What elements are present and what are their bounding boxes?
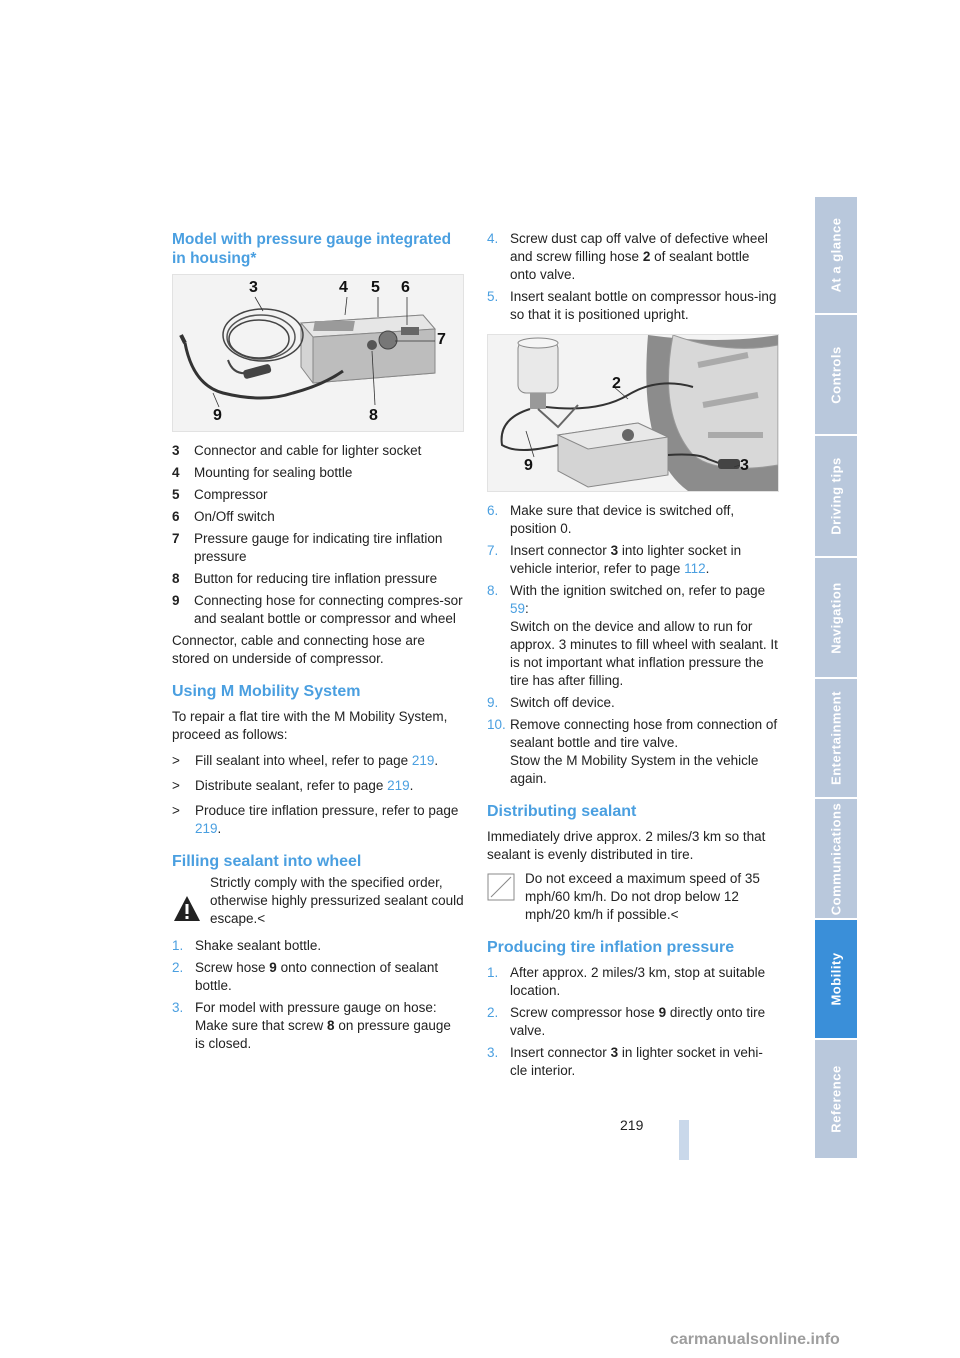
step-number: 7.: [487, 543, 499, 558]
step-number: 4.: [487, 231, 499, 246]
section-title-pressure-gauge-housing: Model with pressure gauge integrated in housing*: [172, 231, 452, 267]
legend-number: 4: [172, 465, 180, 480]
step-ref: 9: [269, 960, 277, 975]
note-text: Do not exceed a maximum speed of 35 mph/60 km/h. Do not drop below 12 mph/20 km/h if possible.<: [525, 871, 760, 922]
section-title-using-m-mobility: Using M Mobility System: [172, 683, 361, 700]
step-text-end: onto connection of sealant bottle.: [195, 960, 439, 993]
legend-item: [172, 570, 464, 588]
legend-item: [172, 508, 464, 526]
step-number: 1.: [172, 938, 184, 953]
step-text-line2: Switch on the device and allow to run for approx. 3 minutes to fill wheel with sealant. It is not important what inflation pressure the tire has after filling.: [510, 619, 778, 688]
step-ref: 2: [642, 249, 651, 264]
step-text-end: .: [705, 561, 710, 576]
step-text-end: on pressure gauge is closed.: [195, 1018, 451, 1051]
step-item: [487, 288, 779, 324]
step-item: [172, 959, 464, 995]
figure-label-6: 6: [401, 279, 410, 296]
step-text-end: directly onto tire valve.: [510, 1005, 766, 1038]
step-text-mid: into lighter socket in vehicle interior, refer to page: [510, 543, 742, 576]
step-item: [487, 542, 779, 578]
step-number: 8.: [487, 583, 499, 598]
step-text: Screw hose: [195, 960, 270, 975]
bullet-text: Produce tire inflation pressure, refer to page: [195, 803, 459, 818]
step-text: For model with pressure gauge on hose: Make sure that screw: [195, 1000, 437, 1033]
legend-item: [172, 486, 464, 504]
step-text-end: in lighter socket in vehi-cle interior.: [510, 1045, 763, 1078]
figure-label-3: 3: [249, 279, 258, 296]
legend-number: 8: [172, 571, 180, 586]
step-text: Remove connecting hose from connection of sealant bottle and tire valve.: [510, 717, 778, 750]
storage-note: Connector, cable and connecting hose are stored on underside of compressor.: [172, 633, 425, 666]
warning-block: [172, 874, 464, 929]
step-item: [172, 999, 464, 1053]
legend-text: Compressor: [194, 487, 268, 502]
left-column: [172, 230, 464, 1057]
step-item: [487, 1044, 779, 1080]
warning-text: Strictly comply with the specified order, otherwise highly pressurized sealant could escape.<: [210, 875, 464, 926]
sidebar-tab-reference[interactable]: [815, 1040, 857, 1160]
figure-label-8: 8: [369, 407, 378, 424]
step-text: Insert sealant bottle on compressor hous-ing so that it is positioned upright.: [510, 289, 777, 322]
tab-label: Mobility: [828, 952, 844, 1006]
step-item: [487, 230, 779, 284]
page-marker-bar: [679, 1120, 689, 1160]
sidebar-tab-at-a-glance[interactable]: [815, 197, 857, 315]
page-link[interactable]: 219: [387, 778, 410, 793]
step-number: 2.: [172, 960, 184, 975]
step-item: [487, 1004, 779, 1040]
page-link[interactable]: 219: [411, 753, 435, 768]
bullet-end: .: [434, 753, 439, 768]
bullet-end: .: [217, 821, 222, 836]
sidebar-tab-communications[interactable]: [815, 799, 857, 920]
figure-label-9: 9: [524, 457, 533, 474]
step-number: 1.: [487, 965, 499, 980]
step-item: [487, 964, 779, 1000]
figure-label-5: 5: [371, 279, 380, 296]
figure-label-7: 7: [437, 331, 446, 348]
tab-label: Entertainment: [828, 691, 844, 785]
step-text: Insert connector: [510, 1045, 611, 1060]
tab-label: Controls: [828, 345, 844, 404]
note-block: [487, 870, 779, 924]
section-title-distributing-sealant: Distributing sealant: [487, 803, 637, 820]
step-text-line2: Stow the M Mobility System in the vehicle again.: [510, 753, 759, 786]
step-number: 3.: [487, 1045, 499, 1060]
step-number: 6.: [487, 503, 499, 518]
step-colon: :: [525, 601, 529, 616]
figure-label-4: 4: [339, 279, 348, 296]
step-number: 2.: [487, 1005, 499, 1020]
sidebar-tab-controls[interactable]: [815, 315, 857, 436]
warning-triangle-icon: [172, 874, 210, 929]
sealant-bottle-figure: [487, 334, 779, 492]
step-text: Shake sealant bottle.: [195, 938, 322, 953]
figure-label-9: 9: [213, 407, 222, 424]
step-item: [487, 502, 779, 538]
step-number: 3.: [172, 1000, 184, 1015]
bullet-text: Fill sealant into wheel, refer to page: [195, 753, 412, 768]
sidebar-tab-navigation[interactable]: [815, 558, 857, 679]
bullet-marker: >: [172, 778, 180, 793]
step-number: 9.: [487, 695, 499, 710]
step-text: With the ignition switched on, refer to page: [510, 583, 766, 598]
step-text: Switch off device.: [510, 695, 615, 710]
legend-number: 3: [172, 443, 180, 458]
bullet-marker: >: [172, 753, 180, 768]
section-text: Immediately drive approx. 2 miles/3 km so that sealant is evenly distributed in tire.: [487, 829, 766, 862]
list-item: [172, 777, 464, 795]
legend-number: 6: [172, 509, 180, 524]
tab-label: Driving tips: [828, 457, 844, 535]
section-title-filling-sealant: Filling sealant into wheel: [172, 853, 362, 870]
legend-number: 9: [172, 593, 180, 608]
legend-number: 7: [172, 531, 180, 546]
tab-label: Navigation: [828, 581, 844, 654]
tab-label: Communications: [828, 802, 844, 915]
section-title-producing-pressure: Producing tire inflation pressure: [487, 939, 735, 956]
step-number: 5.: [487, 289, 499, 304]
legend-item: [172, 442, 464, 460]
step-item: [172, 937, 464, 955]
sidebar-tab-entertainment[interactable]: [815, 679, 857, 799]
legend-text: On/Off switch: [194, 509, 275, 524]
step-text: After approx. 2 miles/3 km, stop at suitable location.: [510, 965, 766, 998]
compressor-figure: [172, 274, 464, 432]
step-ref: 9: [658, 1005, 667, 1020]
bullet-end: .: [409, 778, 414, 793]
tab-label: At a glance: [828, 217, 844, 293]
legend-item: [172, 530, 464, 566]
step-text-end: of sealant bottle onto valve.: [510, 249, 750, 282]
list-item: [172, 752, 464, 770]
bullet-text: Distribute sealant, refer to page: [195, 778, 388, 793]
bullet-marker: >: [172, 803, 180, 818]
page-link[interactable]: 112: [684, 561, 706, 576]
step-ref: 8: [327, 1018, 335, 1033]
step-item: [487, 694, 779, 712]
tab-label: Reference: [828, 1065, 844, 1133]
sidebar-tab-mobility[interactable]: [815, 920, 857, 1040]
legend-text: Mounting for sealing bottle: [194, 465, 353, 480]
legend-text: Button for reducing tire inflation pressure: [194, 571, 438, 586]
step-item: [487, 716, 779, 788]
legend-text: Connecting hose for connecting compres-sor and sealant bottle or compressor and wheel: [194, 593, 463, 626]
step-text: Insert connector: [510, 543, 611, 558]
step-text: Make sure that device is switched off, position 0.: [510, 503, 735, 536]
list-item: [172, 802, 464, 838]
figure-label-3: 3: [740, 457, 749, 474]
legend-text: Pressure gauge for indicating tire inflation pressure: [194, 531, 443, 564]
page-link[interactable]: 219: [195, 821, 218, 836]
legend-item: [172, 464, 464, 482]
figure-label-2: 2: [612, 375, 621, 392]
step-number: 10.: [487, 717, 506, 732]
page-link[interactable]: 59: [510, 601, 526, 616]
sidebar-tab-driving-tips[interactable]: [815, 436, 857, 558]
step-text: Screw dust cap off valve of defective wheel and screw filling hose: [510, 231, 768, 264]
legend-item: [172, 592, 464, 628]
step-text: Screw compressor hose: [510, 1005, 659, 1020]
section-intro: To repair a flat tire with the M Mobility System, proceed as follows:: [172, 709, 448, 742]
step-ref: 3: [610, 543, 619, 558]
watermark: carmanualsonline.info: [670, 1331, 840, 1348]
right-column: [487, 230, 779, 1084]
step-item: [487, 582, 779, 690]
note-icon: [487, 870, 525, 924]
step-ref: 3: [610, 1045, 619, 1060]
legend-number: 5: [172, 487, 180, 502]
page-number: 219: [620, 1117, 644, 1133]
legend-text: Connector and cable for lighter socket: [194, 443, 422, 458]
